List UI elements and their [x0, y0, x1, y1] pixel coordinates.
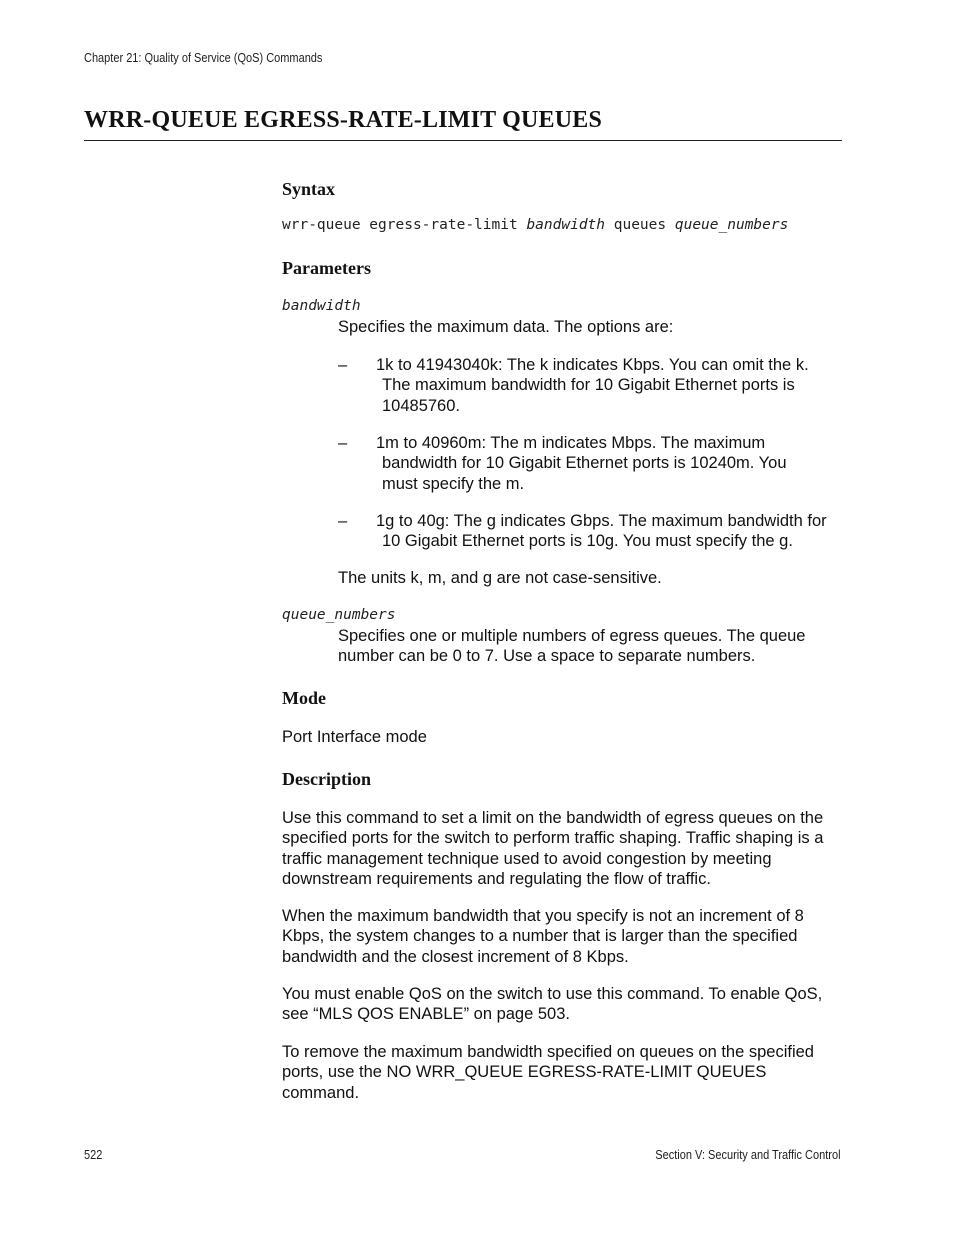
mode-text: Port Interface mode: [282, 728, 427, 746]
option-line: 1k to 41943040k: The k indicates Kbps. You can omit the k.: [376, 356, 809, 374]
option-line: 10485760.: [382, 396, 460, 415]
syntax-arg-queue-numbers: queue_numbers: [674, 217, 789, 233]
syntax-heading: Syntax: [282, 179, 336, 199]
syntax-arg-bandwidth: bandwidth: [526, 217, 606, 233]
param-queue-numbers-desc: Specifies one or multiple numbers of egress queues. The queue number can be 0 to 7. Use a space to separate numbers.: [338, 627, 806, 666]
footer-section: Section V: Security and Traffic Control: [655, 1148, 841, 1162]
description-heading: Description: [282, 769, 371, 789]
syntax-line: [282, 217, 788, 233]
option-line: 1m to 40960m: The m indicates Mbps. The maximum: [376, 434, 766, 452]
option-line: The maximum bandwidth for 10 Gigabit Ethernet ports is: [382, 376, 795, 395]
param-queue-numbers-name: queue_numbers: [282, 607, 396, 623]
mode-heading: Mode: [282, 688, 326, 708]
param-bandwidth-intro: Specifies the maximum data. The options are:: [338, 318, 674, 336]
description-paragraph: You must enable QoS on the switch to use this command. To enable QoS, see “MLS QOS ENABLE” on page 503.: [282, 985, 823, 1024]
description-paragraph: When the maximum bandwidth that you specify is not an increment of 8 Kbps, the system changes to a number that is larger than the specified bandwidth and the closest increment of 8 Kbps.: [282, 907, 804, 966]
page-title: WRR-QUEUE EGRESS-RATE-LIMIT QUEUES: [84, 107, 603, 133]
parameters-heading: Parameters: [282, 258, 371, 278]
option-line: 1g to 40g: The g indicates Gbps. The maximum bandwidth for: [376, 512, 827, 530]
units-note: The units k, m, and g are not case-sensitive.: [338, 569, 662, 587]
param-bandwidth-name: bandwidth: [282, 298, 361, 314]
bullet-dash: –: [338, 356, 348, 374]
description-paragraph: Use this command to set a limit on the bandwidth of egress queues on the specified ports for the switch to perform traffic shaping. Traffic shaping is a traffic management technique used to avoid congestion by meeting downstream requirements and regulating the flow of traffic.: [282, 809, 824, 888]
option-line: must specify the m.: [382, 474, 525, 493]
description-paragraph: To remove the maximum bandwidth specified on queues on the specified ports, use the NO WRR_QUEUE EGRESS-RATE-LIMIT QUEUES command.: [282, 1043, 814, 1102]
bullet-dash: –: [338, 512, 348, 530]
option-line: bandwidth for 10 Gigabit Ethernet ports is 10240m. You: [382, 454, 787, 473]
option-line: 10 Gigabit Ethernet ports is 10g. You must specify the g.: [382, 532, 793, 551]
running-header: Chapter 21: Quality of Service (QoS) Commands: [84, 51, 323, 65]
bullet-dash: –: [338, 434, 348, 452]
syntax-command-queues: queues: [605, 217, 675, 233]
title-rule: [84, 140, 842, 141]
page-number: 522: [84, 1148, 103, 1162]
syntax-command-part: wrr-queue egress-rate-limit: [282, 217, 527, 233]
